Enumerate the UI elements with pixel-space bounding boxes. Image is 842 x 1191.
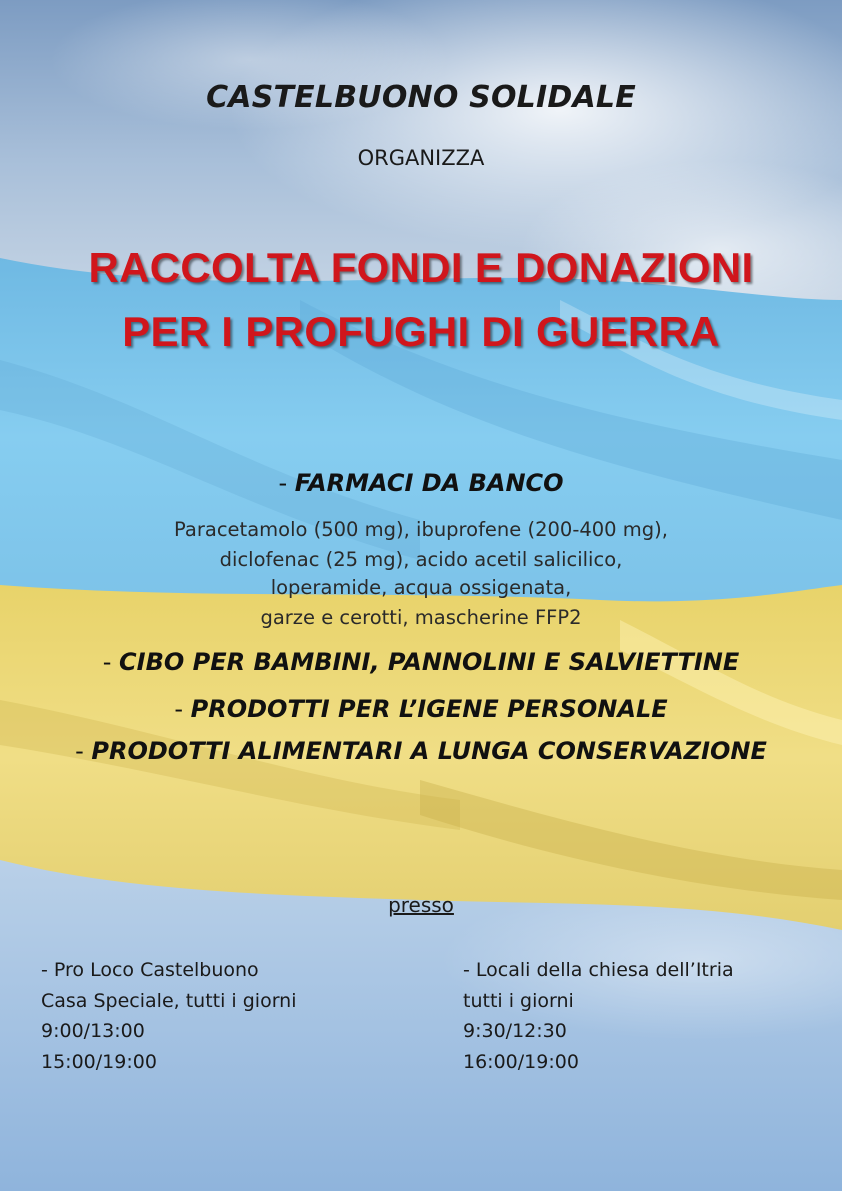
main-title-line-2: PER I PROFUGHI DI GUERRA [122, 308, 720, 355]
meds-line: garze e cerotti, mascherine FFP2 [260, 606, 582, 629]
category-cibo [0, 648, 842, 676]
location-name: - Pro Loco Castelbuono [41, 959, 259, 981]
category-label: FARMACI DA BANCO [294, 469, 564, 497]
meds-line: Paracetamolo (500 mg), ibuprofene (200-400 mg), [174, 518, 668, 541]
category-dash: - [102, 648, 120, 676]
location-hours: 9:00/13:00 [41, 1020, 145, 1042]
location-right [463, 955, 734, 1077]
organizza-label: ORGANIZZA [357, 146, 485, 170]
organizer-name: CASTELBUONO SOLIDALE [206, 80, 636, 115]
category-dash: - [278, 469, 295, 497]
meds-line: loperamide, acqua ossigenata, [270, 576, 572, 599]
location-days: tutti i giorni [463, 989, 574, 1012]
category-alimentari [0, 737, 842, 765]
category-dash: - [75, 737, 92, 765]
location-left [41, 955, 297, 1077]
location-hours: 15:00/19:00 [41, 1050, 157, 1073]
category-label: CIBO PER BAMBINI, PANNOLINI E SALVIETTINE [119, 648, 740, 676]
category-farmaci [0, 469, 842, 497]
category-label: PRODOTTI ALIMENTARI A LUNGA CONSERVAZIONE [91, 737, 767, 765]
location-hours: 9:30/12:30 [463, 1020, 567, 1042]
main-title-line-1: RACCOLTA FONDI E DONAZIONI [88, 244, 754, 291]
category-dash: - [174, 695, 191, 723]
location-days: Casa Speciale, tutti i giorni [41, 989, 297, 1012]
meds-line: diclofenac (25 mg), acido acetil salicilico, [219, 548, 623, 571]
category-label: PRODOTTI PER L’IGENE PERSONALE [190, 695, 668, 723]
presso-label: presso [388, 893, 454, 917]
location-hours: 16:00/19:00 [463, 1050, 579, 1073]
location-name: - Locali della chiesa dell’Itria [463, 959, 734, 981]
category-igiene [0, 695, 842, 723]
